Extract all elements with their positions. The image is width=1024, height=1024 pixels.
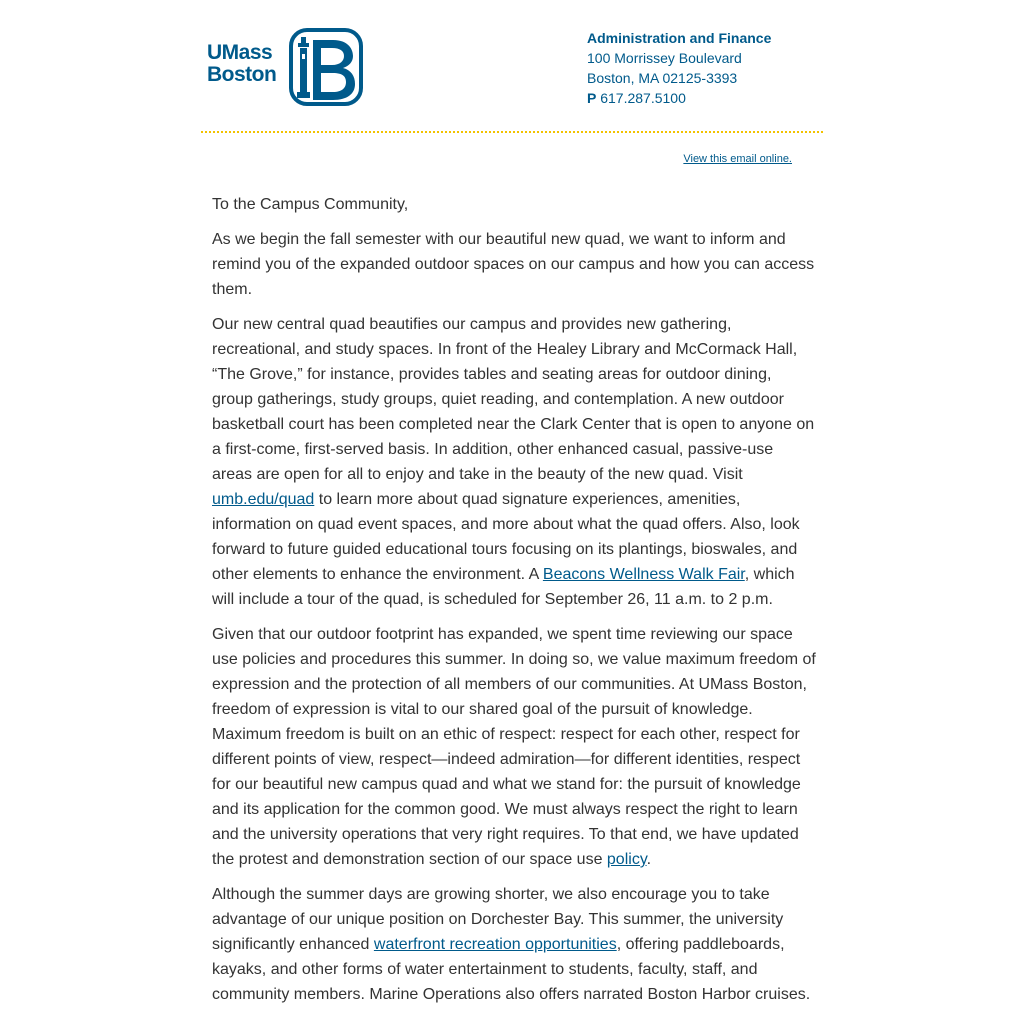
- paragraph-waterfront: [212, 882, 816, 1007]
- department-name: Administration and Finance: [587, 30, 772, 46]
- wellness-walk-fair-link[interactable]: Beacons Wellness Walk Fair: [542, 566, 745, 583]
- email-container: [201, 0, 823, 1003]
- paragraph-policy: [212, 622, 816, 872]
- city-state-zip: Boston, MA 02125-3393: [587, 70, 738, 86]
- header-divider: [201, 131, 823, 133]
- policy-link[interactable]: policy: [606, 851, 647, 868]
- lighthouse-b-icon: [287, 28, 363, 106]
- phone-label: P: [587, 90, 597, 106]
- phone-number: 617.287.5100: [600, 90, 686, 106]
- paragraph-quad: [212, 312, 816, 612]
- street-address: 100 Morrissey Boulevard: [587, 50, 742, 66]
- paragraph-waterfront-text-2: , offering paddleboards, kayaks, and other forms of water entertainment to students, faculty, staff, and community members. Marine Operations also offers narrated Boston Harbor cruises.: [212, 936, 811, 1003]
- logo-wordmark: [207, 42, 276, 86]
- paragraph-policy-text-2: .: [646, 851, 652, 868]
- logo-text-line1: UMass: [207, 41, 273, 64]
- email-header: [201, 0, 823, 132]
- paragraph-quad-text-1: Our new central quad beautifies our campus and provides new gathering, recreational, and study spaces. In front of the Healey Library and McCormack Hall, “The Grove,” for instance, provides tables and seating areas for outdoor dining, group gatherings, study groups, quiet reading, and contemplation. A new outdoor basketball court has been completed near the Clark Center that is open to anyone on a first-come, first-served basis. In addition, other enhanced casual, passive-use areas are open for all to enjoy and take in the beauty of the new quad. Visit: [212, 316, 815, 483]
- paragraph-quad-text-3: , which will include a tour of the quad, is scheduled for September 26, 11 a.m. to 2 p.m.: [212, 566, 795, 608]
- phone-line: [587, 88, 771, 108]
- quad-link[interactable]: umb.edu/quad: [212, 491, 315, 508]
- email-body: [212, 192, 816, 1017]
- paragraph-intro: As we begin the fall semester with our beautiful new quad, we want to inform and remind you of the expanded outdoor spaces on our campus and how you can access them.: [212, 231, 815, 298]
- umass-boston-logo[interactable]: [207, 28, 367, 106]
- paragraph-quad-text-2: to learn more about quad signature experiences, amenities, information on quad event spaces, and more about what the quad offers. Also, look forward to future guided educational tours focusing on its plantings, bioswales, and other elements to enhance the environment. A: [212, 491, 800, 583]
- waterfront-recreation-link[interactable]: waterfront recreation opportunities: [373, 936, 617, 953]
- logo-text-line2: Boston: [207, 63, 277, 86]
- paragraph-policy-text-1: Given that our outdoor footprint has expanded, we spent time reviewing our space use policies and procedures this summer. In doing so, we value maximum freedom of expression and the protection of all members of our communities. At UMass Boston, freedom of expression is vital to our shared goal of the pursuit of knowledge. Maximum freedom is built on an ethic of respect: respect for each other, respect for different points of view, respect—indeed admiration—for different identities, respect for our beautiful new campus quad and what we stand for: the pursuit of knowledge and its application for the common good. We must always respect the right to learn and the university operations that very right requires. To that end, we have updated the protest and demonstration section of our space use: [212, 626, 816, 868]
- view-email-online-link[interactable]: View this email online.: [683, 153, 792, 165]
- paragraph-waterfront-text-1: Although the summer days are growing shorter, we also encourage you to take advantage of our unique position on Dorchester Bay. This summer, the university significantly enhanced: [212, 886, 784, 953]
- greeting: To the Campus Community,: [212, 196, 409, 213]
- sender-address-block: [587, 28, 771, 108]
